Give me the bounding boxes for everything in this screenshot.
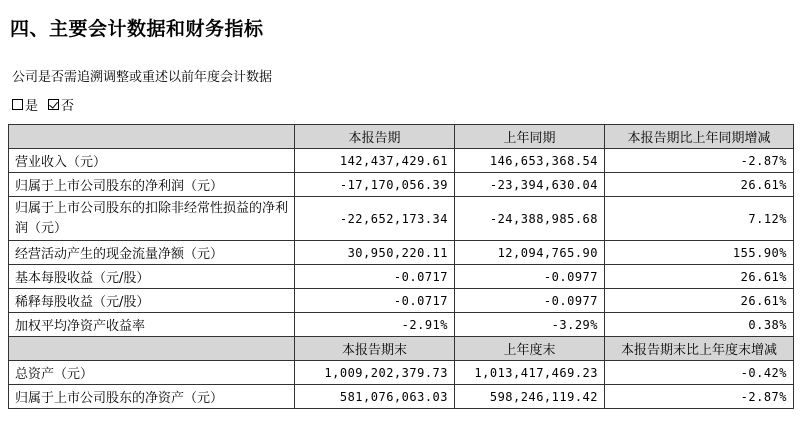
checkbox-no[interactable] [48,99,59,110]
current-value: 1,009,202,379.73 [295,361,455,385]
prior-value: -24,388,985.68 [455,197,605,241]
option-no-label: 否 [61,99,75,114]
change-value: 7.12% [605,197,794,241]
table-row [9,361,794,385]
current-value: 30,950,220.11 [295,241,455,265]
table-row [9,173,794,197]
row-label: 加权平均净资产收益率 [9,313,295,337]
row-label: 总资产（元） [9,361,295,385]
prior-value: -0.0977 [455,289,605,313]
prior-value: 1,013,417,469.23 [455,361,605,385]
change-value: -2.87% [605,149,794,173]
row-label: 基本每股收益（元/股） [9,265,295,289]
option-yes-label: 是 [25,99,39,114]
financial-indicators-table [8,124,794,409]
row-label: 经营活动产生的现金流量净额（元） [9,241,295,265]
prior-value: -0.0977 [455,265,605,289]
change-value: -2.87% [605,385,794,409]
table-row [9,241,794,265]
table-row [9,313,794,337]
row-label: 归属于上市公司股东的净资产（元） [9,385,295,409]
header-cell: 上年度末 [455,337,605,361]
change-value: 155.90% [605,241,794,265]
restatement-question: 公司是否需追溯调整或重述以前年度会计数据 [12,70,273,85]
table-header-row [9,337,794,361]
change-value: 26.61% [605,265,794,289]
option-no[interactable] [48,95,74,114]
current-value: -2.91% [295,313,455,337]
current-value: 581,076,063.03 [295,385,455,409]
prior-value: 146,653,368.54 [455,149,605,173]
header-cell: 本报告期 [295,125,455,149]
header-cell: 本报告期比上年同期增减 [605,125,794,149]
checkbox-yes[interactable] [12,99,23,110]
current-value: 142,437,429.61 [295,149,455,173]
header-cell: 上年同期 [455,125,605,149]
change-value: 26.61% [605,289,794,313]
table-row [9,265,794,289]
header-cell [9,337,295,361]
row-label: 归属于上市公司股东的扣除非经常性损益的净利润（元） [9,197,295,241]
prior-value: 598,246,119.42 [455,385,605,409]
row-label: 稀释每股收益（元/股） [9,289,295,313]
current-value: -0.0717 [295,289,455,313]
header-cell: 本报告期末 [295,337,455,361]
prior-value: 12,094,765.90 [455,241,605,265]
current-value: -0.0717 [295,265,455,289]
header-cell [9,125,295,149]
table-row [9,289,794,313]
current-value: -22,652,173.34 [295,197,455,241]
option-yes[interactable] [12,95,38,114]
change-value: 26.61% [605,173,794,197]
row-label: 归属于上市公司股东的净利润（元） [9,173,295,197]
table-row [9,149,794,173]
table-header-row [9,125,794,149]
section-title: 四、主要会计数据和财务指标 [10,18,264,40]
restatement-options [12,95,74,114]
table-row [9,385,794,409]
row-label: 营业收入（元） [9,149,295,173]
table-row [9,197,794,241]
change-value: -0.42% [605,361,794,385]
prior-value: -23,394,630.04 [455,173,605,197]
current-value: -17,170,056.39 [295,173,455,197]
header-cell: 本报告期末比上年度末增减 [605,337,794,361]
prior-value: -3.29% [455,313,605,337]
change-value: 0.38% [605,313,794,337]
